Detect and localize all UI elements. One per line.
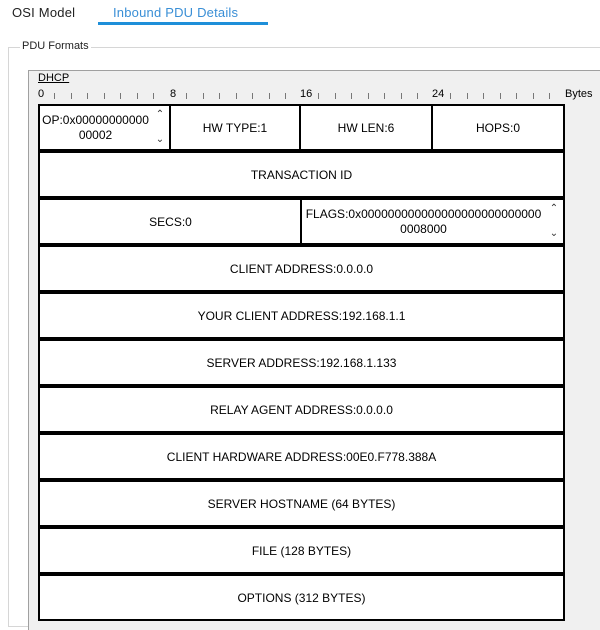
scroll-down-arrow-icon[interactable]: ⌄ (155, 134, 165, 145)
hw-len-field: HW LEN:6 (299, 104, 433, 151)
ruler-label-24: 24 (432, 88, 445, 100)
ruler-tick (236, 93, 237, 99)
ruler-tick (384, 93, 385, 99)
ruler-label-0: 0 (38, 88, 45, 100)
ruler-tick (186, 93, 187, 99)
tab-inbound-pdu-details[interactable]: Inbound PDU Details (113, 5, 239, 20)
file-field: FILE (128 BYTES) (38, 527, 565, 574)
pdu-row-11 (38, 574, 565, 621)
pdu-row-2 (38, 151, 565, 198)
ruler-tick (203, 93, 204, 99)
flags-scroller (545, 200, 563, 243)
ruler-tick (54, 93, 55, 99)
ruler-tick (71, 93, 72, 99)
ruler-tick (269, 93, 270, 99)
ruler-tick (87, 93, 88, 99)
ruler-tick (104, 93, 105, 99)
relay-agent-address-field: RELAY AGENT ADDRESS:0.0.0.0 (38, 386, 565, 433)
ruler-tick (335, 93, 336, 99)
flags-field (300, 198, 565, 245)
scroll-up-arrow-icon[interactable]: ⌃ (155, 109, 165, 120)
ruler-tick (401, 93, 402, 99)
ruler-tick (318, 93, 319, 99)
tab-osi-model[interactable]: OSI Model (12, 5, 76, 20)
pdu-row-8 (38, 433, 565, 480)
ruler-tick (252, 93, 253, 99)
ruler-tick (483, 93, 484, 99)
ruler-tick (417, 93, 418, 99)
tab-bar (0, 0, 600, 26)
ruler-units: Bytes (565, 88, 593, 100)
protocol-name: DHCP (38, 72, 70, 84)
ruler-label-8: 8 (170, 88, 177, 100)
op-scroller (151, 106, 169, 149)
ruler-tick (368, 93, 369, 99)
op-value: OP:0x0000000000000002 (42, 112, 149, 142)
server-hostname-field: SERVER HOSTNAME (64 BYTES) (38, 480, 565, 527)
pdu-row-9 (38, 480, 565, 527)
ruler-tick (549, 93, 550, 99)
ruler-tick (120, 93, 121, 99)
pdu-row-4 (38, 245, 565, 292)
ruler-tick (219, 93, 220, 99)
ruler-tick (137, 93, 138, 99)
secs-field: SECS:0 (38, 198, 303, 245)
your-client-address-field: YOUR CLIENT ADDRESS:192.168.1.1 (38, 292, 565, 339)
pdu-row-3 (38, 198, 565, 245)
client-hardware-address-field: CLIENT HARDWARE ADDRESS:00E0.F778.388A (38, 433, 565, 480)
scroll-down-arrow-icon[interactable]: ⌄ (549, 228, 559, 239)
bit-ruler (38, 88, 600, 102)
pdu-row-10 (38, 527, 565, 574)
hops-field: HOPS:0 (431, 104, 565, 151)
transaction-id-field: TRANSACTION ID (38, 151, 565, 198)
ruler-label-16: 16 (300, 88, 313, 100)
server-address-field: SERVER ADDRESS:192.168.1.133 (38, 339, 565, 386)
ruler-tick (467, 93, 468, 99)
pdu-row-1 (38, 104, 565, 151)
scroll-up-arrow-icon[interactable]: ⌃ (549, 203, 559, 214)
ruler-tick (450, 93, 451, 99)
client-address-field: CLIENT ADDRESS:0.0.0.0 (38, 245, 565, 292)
ruler-tick (285, 93, 286, 99)
op-field (38, 104, 171, 151)
hw-type-field: HW TYPE:1 (169, 104, 301, 151)
pdu-row-7 (38, 386, 565, 433)
ruler-tick (533, 93, 534, 99)
ruler-tick (153, 93, 154, 99)
pdu-row-5 (38, 292, 565, 339)
pdu-row-6 (38, 339, 565, 386)
ruler-tick (351, 93, 352, 99)
ruler-tick (516, 93, 517, 99)
ruler-tick (500, 93, 501, 99)
pdu-formats-title: PDU Formats (22, 40, 89, 52)
options-field: OPTIONS (312 BYTES) (38, 574, 565, 621)
active-tab-indicator (98, 22, 268, 25)
flags-value: FLAGS:0x0000000000000000000000000000008000 (305, 206, 542, 236)
